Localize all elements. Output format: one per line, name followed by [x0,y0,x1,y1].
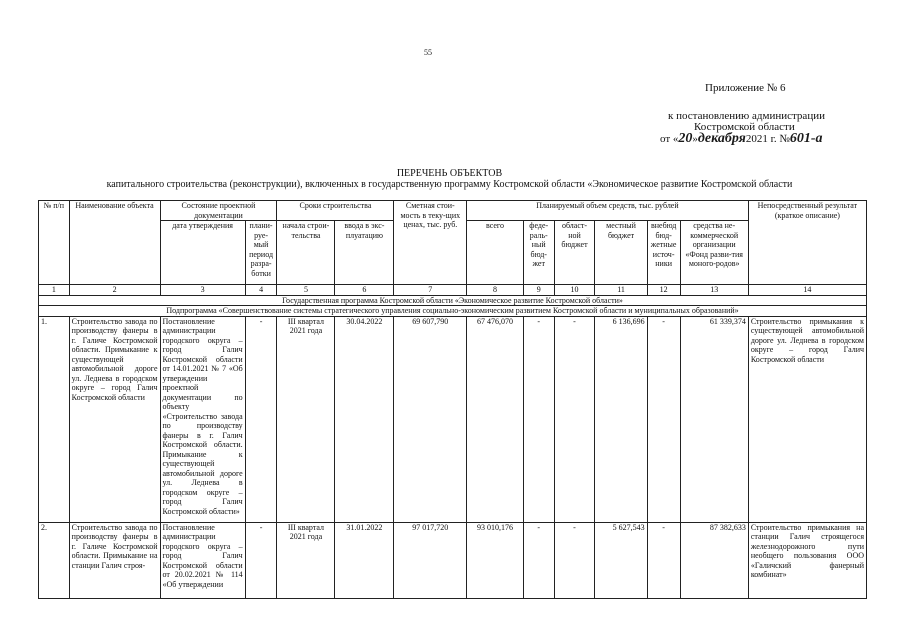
row-name: Строительство завода по производству фанеры в г. Галиче Костромской области. Примыкание к существующей автомобильной дороге ул. Леднева в городском округе – город Галич Костромской области [69,316,160,522]
row-docs-date: Постановление администрации городского округа – город Галич Костромской области от 20.02.2021 № 114 «Об утверждении [160,522,245,598]
row-total: 67 476,070 [467,316,524,522]
row-docs-period: - [245,316,277,522]
header-commission: ввода в экс-плуатацию [335,221,394,285]
colnum: 10 [554,285,595,296]
date-prefix: от « [660,133,679,145]
row-docs-date: Постановление администрации городского округа – город Галич Костромской области от 14.01.2021 № 7 «Об утверждении проектной документации по объекту «Строительство завода по производству фанеры в г. Галич Костромской области. Примыкание к существующей автомобильной дороге ул. Леднева в городском округе – город Галич Костромской области» [160,316,245,522]
header-docs-period: плани-руе-мый период разра-ботки [245,221,277,285]
appendix-line2: Костромской области [694,121,795,133]
colnum: 6 [335,285,394,296]
appendix-title: Приложение № 6 [705,82,786,94]
row-result: Строительство примыкания к существующей автомобильной дороге ул. Леднева в городском округе – город Галич Костромской области [748,316,866,522]
row-name: Строительство завода по производству фанеры в г. Галиче Костромской области. Примыкание на станции Галич строя- [69,522,160,598]
header-regional: област-ной бюджет [554,221,595,285]
colnum: 13 [680,285,748,296]
header-offbudget: внебюд бюд-жетные источ-ники [647,221,680,285]
row-federal: - [523,522,554,598]
header-planned: Планируемый объем средств, тыс. рублей [467,201,749,221]
header-name: Наименование объекта [69,201,160,285]
row-federal: - [523,316,554,522]
date-suffix: 2021 г. № [745,133,790,145]
subprogram-row: Подпрограмма «Совершенствование системы стратегического управления социально-экономическим развитием Костромской области и муниципальных образований» [39,306,867,317]
row-total: 93 010,176 [467,522,524,598]
objects-table [38,200,867,599]
header-local: местный бюджет [595,221,647,285]
row-commission: 30.04.2022 [335,316,394,522]
row-estimate: 97 017,720 [394,522,467,598]
row-estimate: 69 607,790 [394,316,467,522]
row-num: 2. [39,522,70,598]
row-result: Строительство примыкания на станции Галич строящегося железнодорожного пути необщего пользования ООО «Галичский фанерный комбинат» [748,522,866,598]
row-num: 1. [39,316,70,522]
header-estimate: Сметная стои-мость в теку-щих ценах, тыс. руб. [394,201,467,285]
header-docs-date: дата утверждения [160,221,245,285]
row-start: III квартал 2021 года [277,522,335,598]
colnum: 11 [595,285,647,296]
row-local: 6 136,696 [595,316,647,522]
program-row: Государственная программа Костромской области «Экономическое развитие Костромской области» [39,295,867,306]
row-offbudget: - [647,522,680,598]
header-terms: Сроки строительства [277,201,394,221]
column-numbers-row [39,285,867,296]
date-mid: » [692,133,698,145]
date-day: 20 [678,131,693,146]
header-fund: средства не-коммерческой организации «Фонд разви-тия моного-родов» [680,221,748,285]
row-regional: - [554,316,595,522]
colnum: 9 [523,285,554,296]
appendix-line1: к постановлению администрации [668,110,825,122]
header-start: начала строи-тельства [277,221,335,285]
colnum: 12 [647,285,680,296]
heading-subtitle: капитального строительства (реконструкции), включенных в государственную программу Костромской области «Экономическое развитие Костромской области [106,179,793,190]
row-start: III квартал 2021 года [277,316,335,522]
table-row [39,316,867,522]
header-total: всего [467,221,524,285]
colnum: 1 [39,285,70,296]
colnum: 3 [160,285,245,296]
header-docs: Состояние проектной документации [160,201,277,221]
date-month: декабря [697,131,746,146]
heading-title: ПЕРЕЧЕНЬ ОБЪЕКТОВ [396,168,503,179]
row-regional: - [554,522,595,598]
colnum: 14 [748,285,866,296]
colnum: 5 [277,285,335,296]
colnum: 8 [467,285,524,296]
row-fund: 87 382,633 [680,522,748,598]
order-number: 601-а [789,131,823,146]
row-local: 5 627,543 [595,522,647,598]
row-commission: 31.01.2022 [335,522,394,598]
page-number: 55 [424,48,432,57]
colnum: 2 [69,285,160,296]
row-offbudget: - [647,316,680,522]
row-fund: 61 339,374 [680,316,748,522]
header-result: Непосредственный результат (краткое описание) [748,201,866,285]
row-docs-period: - [245,522,277,598]
appendix-date-line [660,131,823,147]
header-federal: феде-раль-ный бюд-жет [523,221,554,285]
header-num: № п/п [39,201,70,285]
colnum: 4 [245,285,277,296]
colnum: 7 [394,285,467,296]
table-row [39,522,867,598]
